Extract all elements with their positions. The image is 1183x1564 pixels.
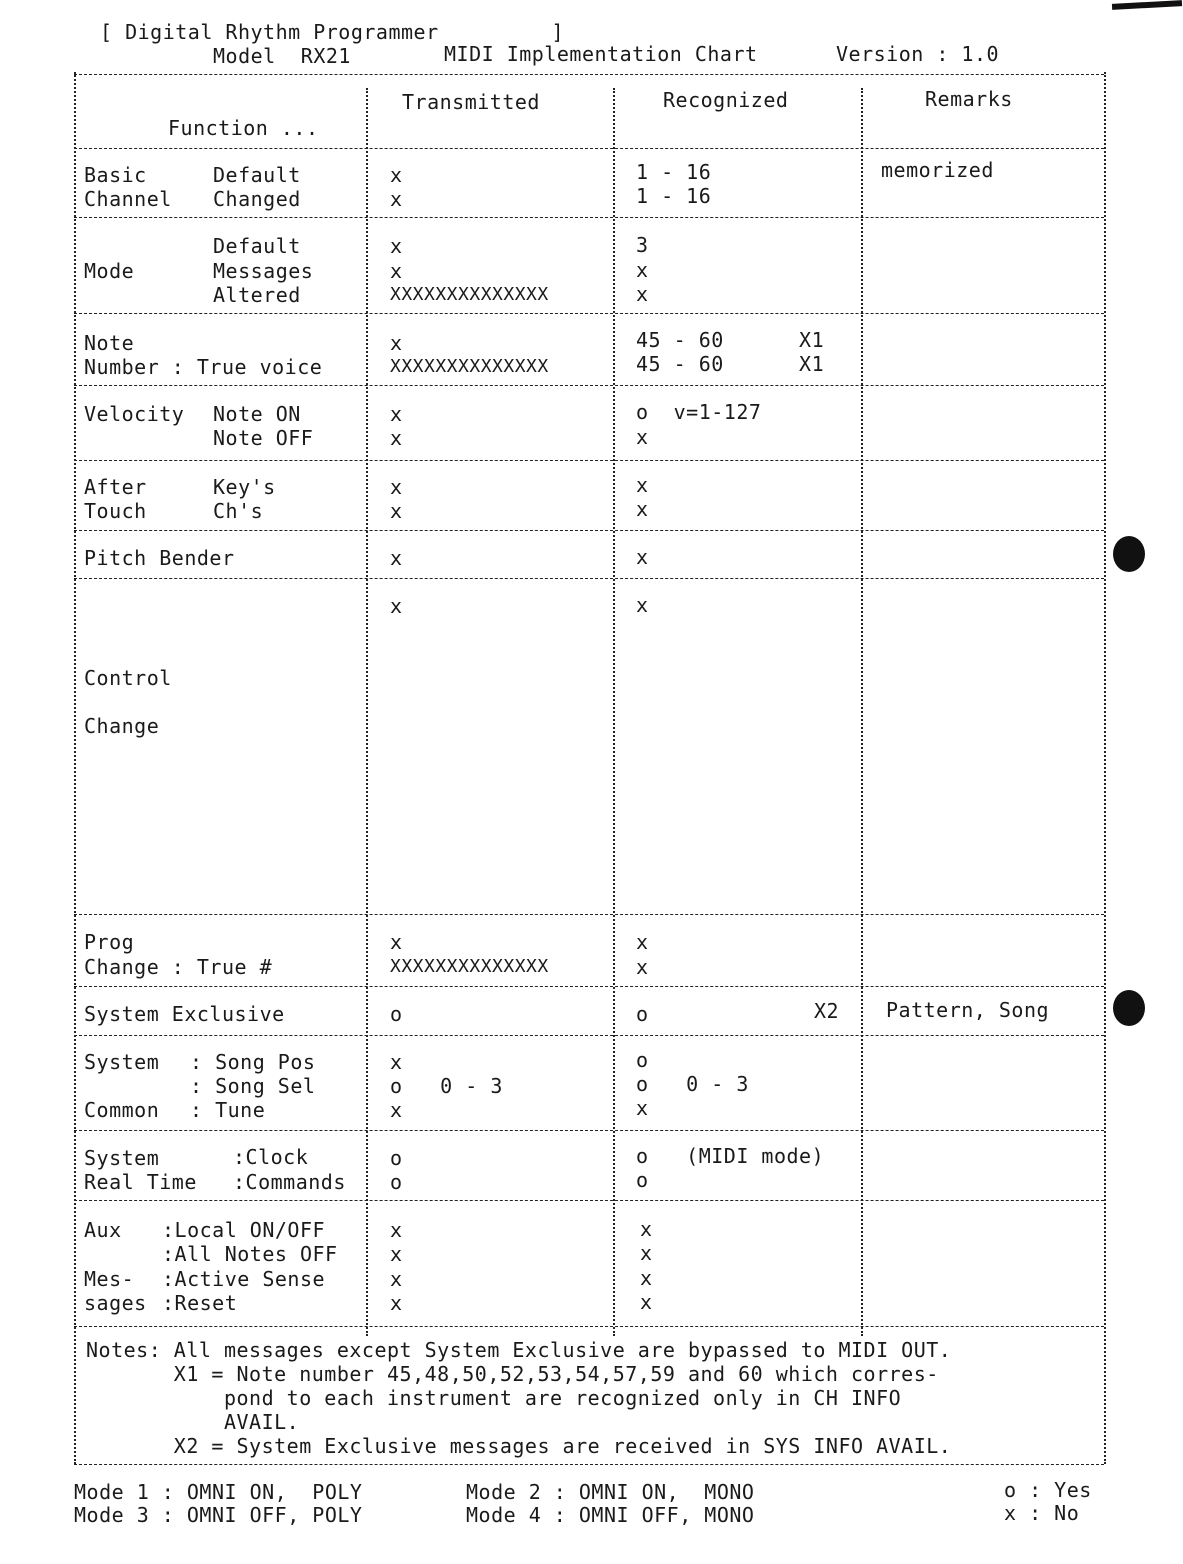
notes-line: pond to each instrument are recognized only in CH INFO [86,1386,902,1410]
notes-line: AVAIL. [86,1410,300,1434]
velocity-tx: x [390,402,403,426]
table-right-border [1104,72,1106,1464]
control-change-rx: x [636,593,649,617]
basic-channel-remarks: memorized [881,158,994,182]
system-exclusive-note: X2 [814,999,840,1023]
velocity-rx: x [636,425,649,449]
note-number-label: Note [84,331,135,355]
system-common-rx: x [636,1096,649,1120]
system-common-rx: o 0 - 3 [636,1072,749,1096]
aux-sub: :Reset [162,1291,238,1315]
table-top-rule [74,74,1104,75]
header-title-line: [ Digital Rhythm Programmer ] [100,20,565,44]
system-common-rx: o [636,1048,649,1072]
row-rule [74,530,1104,531]
system-common-label: Common [84,1098,160,1122]
after-touch-rx: x [636,497,649,521]
velocity-sub: Note OFF [213,426,314,450]
row-rule [74,914,1104,915]
basic-channel-label: Channel [84,187,172,211]
system-realtime-rx: o [636,1168,649,1192]
corner-mark [1112,0,1182,10]
system-realtime-rx: o (MIDI mode) [636,1144,825,1168]
column-divider-remarks [861,88,863,1336]
aux-tx: x [390,1218,403,1242]
system-realtime-tx: o [390,1170,403,1194]
notes-line: Notes: All messages except System Exclusive are bypassed to MIDI OUT. [86,1338,952,1362]
system-realtime-sub: :Commands [233,1170,346,1194]
note-number-rx: 45 - 60 X1 [636,352,825,376]
row-rule [74,217,1104,218]
velocity-sub: Note ON [213,402,301,426]
legend-mode2: Mode 2 : OMNI ON, MONO [466,1480,755,1504]
note-number-tx: x [390,331,403,355]
control-change-label: Change [84,714,160,738]
row-rule [74,460,1104,461]
mode-tx: x [390,234,403,258]
table-left-border [74,72,76,1464]
control-change-tx: x [390,594,403,618]
table-bottom-rule [74,1464,1104,1465]
prog-change-rx: x [636,930,649,954]
prog-change-label: Change : True # [84,955,273,979]
basic-channel-rx: 1 - 16 [636,184,712,208]
column-divider-transmitted [366,88,368,1336]
prog-change-tx: XXXXXXXXXXXXXX [390,956,549,977]
row-rule [74,148,1104,149]
pitch-bender-rx: x [636,545,649,569]
system-exclusive-label: System Exclusive [84,1002,285,1026]
row-rule [74,313,1104,314]
system-realtime-tx: o [390,1146,403,1170]
column-header-remarks: Remarks [925,87,1013,111]
row-rule [74,578,1104,579]
row-rule [74,1035,1104,1036]
mode-tx: x [390,259,403,283]
system-realtime-label: System [84,1146,160,1170]
mode-sub: Default [213,234,301,258]
aux-sub: :All Notes OFF [162,1242,338,1266]
prog-change-label: Prog [84,930,135,954]
legend-yes: o : Yes [1004,1478,1092,1502]
after-touch-sub: Ch's [213,499,264,523]
basic-channel-sub: Changed [213,187,301,211]
row-rule [74,986,1104,987]
mode-tx: XXXXXXXXXXXXXX [390,284,549,305]
aux-label: Mes- [84,1267,135,1291]
note-number-rx: 45 - 60 X1 [636,328,825,352]
aux-tx: x [390,1267,403,1291]
system-common-sub: : Song Pos [190,1050,316,1074]
binder-hole-lower [1113,990,1145,1026]
aux-rx: x [640,1290,653,1314]
legend-mode1: Mode 1 : OMNI ON, POLY [74,1480,363,1504]
note-number-label: Number : True voice [84,355,323,379]
binder-hole-upper [1113,536,1145,572]
aux-sub: :Active Sense [162,1267,326,1291]
row-rule [74,385,1104,386]
legend-mode3: Mode 3 : OMNI OFF, POLY [74,1503,363,1527]
system-common-sub: : Tune [190,1098,266,1122]
mode-rx: x [636,258,649,282]
basic-channel-sub: Default [213,163,301,187]
notes-line: X1 = Note number 45,48,50,52,53,54,57,59 and 60 which corres- [86,1362,939,1386]
after-touch-label: After [84,475,147,499]
after-touch-rx: x [636,473,649,497]
aux-rx: x [640,1266,653,1290]
system-realtime-label: Real Time [84,1170,197,1194]
mode-label: Mode [84,259,135,283]
system-common-label: System [84,1050,160,1074]
aux-label: Aux [84,1218,122,1242]
aux-tx: x [390,1291,403,1315]
after-touch-tx: x [390,499,403,523]
pitch-bender-tx: x [390,546,403,570]
aux-rx: x [640,1241,653,1265]
velocity-label: Velocity [84,402,185,426]
basic-channel-tx: x [390,163,403,187]
prog-change-tx: x [390,930,403,954]
row-rule [74,1130,1104,1131]
after-touch-sub: Key's [213,475,276,499]
pitch-bender-label: Pitch Bender [84,546,235,570]
aux-tx: x [390,1242,403,1266]
column-divider-recognized [613,88,615,1336]
velocity-tx: x [390,426,403,450]
aux-sub: :Local ON/OFF [162,1218,326,1242]
column-header-function: Function ... [168,116,319,140]
velocity-rx: o v=1-127 [636,400,762,424]
system-exclusive-remarks: Pattern, Song [886,998,1050,1022]
system-common-tx: o 0 - 3 [390,1074,503,1098]
after-touch-tx: x [390,475,403,499]
basic-channel-rx: 1 - 16 [636,160,712,184]
mode-rx: x [636,282,649,306]
column-header-recognized: Recognized [663,88,789,112]
prog-change-rx: x [636,955,649,979]
mode-rx: 3 [636,233,649,257]
aux-rx: x [640,1217,653,1241]
row-rule [74,1326,1104,1327]
system-exclusive-rx: o [636,1002,649,1026]
legend-no: x : No [1004,1501,1080,1525]
header-chart-title: MIDI Implementation Chart [444,42,758,66]
system-common-tx: x [390,1098,403,1122]
legend-mode4: Mode 4 : OMNI OFF, MONO [466,1503,755,1527]
notes-line: X2 = System Exclusive messages are received in SYS INFO AVAIL. [86,1434,952,1458]
system-realtime-sub: :Clock [233,1145,309,1169]
header-version: Version : 1.0 [836,42,1000,66]
basic-channel-label: Basic [84,163,147,187]
header-model: Model RX21 [213,44,351,68]
system-common-sub: : Song Sel [190,1074,316,1098]
system-exclusive-tx: o [390,1002,403,1026]
aux-label: sages [84,1291,147,1315]
control-change-label: Control [84,666,172,690]
row-rule [74,1200,1104,1201]
system-common-tx: x [390,1050,403,1074]
after-touch-label: Touch [84,499,147,523]
basic-channel-tx: x [390,187,403,211]
mode-sub: Altered [213,283,301,307]
column-header-transmitted: Transmitted [402,90,540,114]
note-number-tx: XXXXXXXXXXXXXX [390,356,549,377]
mode-sub: Messages [213,259,314,283]
